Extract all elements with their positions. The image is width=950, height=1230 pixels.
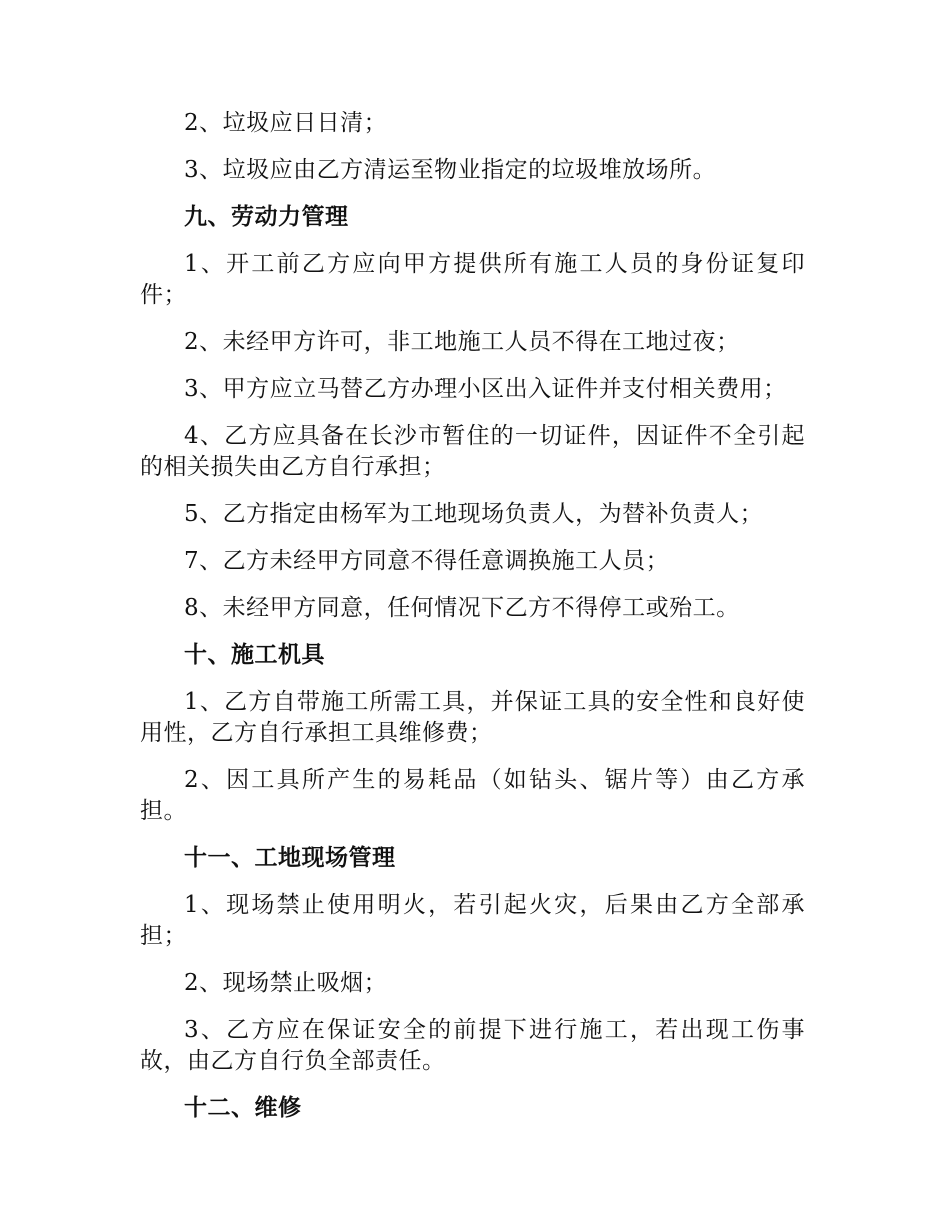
section-heading: 十二、维修 bbox=[184, 1095, 302, 1121]
document-body bbox=[140, 108, 805, 1140]
paragraph: 4、乙方应具备在长沙市暂住的一切证件，因证件不全引起的相关损失由乙方自行承担； bbox=[140, 423, 805, 480]
section-heading: 十一、工地现场管理 bbox=[184, 845, 396, 871]
paragraph: 7、乙方未经甲方同意不得任意调换施工人员； bbox=[184, 548, 670, 574]
paragraph: 2、未经甲方许可，非工地施工人员不得在工地过夜； bbox=[184, 329, 740, 355]
section-heading: 十、施工机具 bbox=[184, 642, 325, 668]
section-heading: 九、劳动力管理 bbox=[184, 204, 349, 230]
paragraph: 1、开工前乙方应向甲方提供所有施工人员的身份证复印件； bbox=[140, 251, 805, 308]
paragraph: 5、乙方指定由杨军为工地现场负责人，为替补负责人； bbox=[184, 501, 764, 527]
paragraph: 2、因工具所产生的易耗品（如钻头、锯片等）由乙方承担。 bbox=[140, 767, 805, 824]
paragraph: 2、垃圾应日日清； bbox=[184, 110, 388, 136]
paragraph: 1、乙方自带施工所需工具，并保证工具的安全性和良好使用性，乙方自行承担工具维修费； bbox=[140, 689, 805, 746]
paragraph: 3、垃圾应由乙方清运至物业指定的垃圾堆放场所。 bbox=[184, 157, 717, 183]
paragraph: 3、乙方应在保证安全的前提下进行施工，若出现工伤事故，由乙方自行负全部责任。 bbox=[140, 1017, 805, 1074]
paragraph: 2、现场禁止吸烟； bbox=[184, 970, 388, 996]
paragraph: 3、甲方应立马替乙方办理小区出入证件并支付相关费用； bbox=[184, 376, 787, 402]
paragraph: 8、未经甲方同意，任何情况下乙方不得停工或殆工。 bbox=[184, 595, 740, 621]
paragraph: 1、现场禁止使用明火，若引起火灾，后果由乙方全部承担； bbox=[140, 892, 805, 949]
